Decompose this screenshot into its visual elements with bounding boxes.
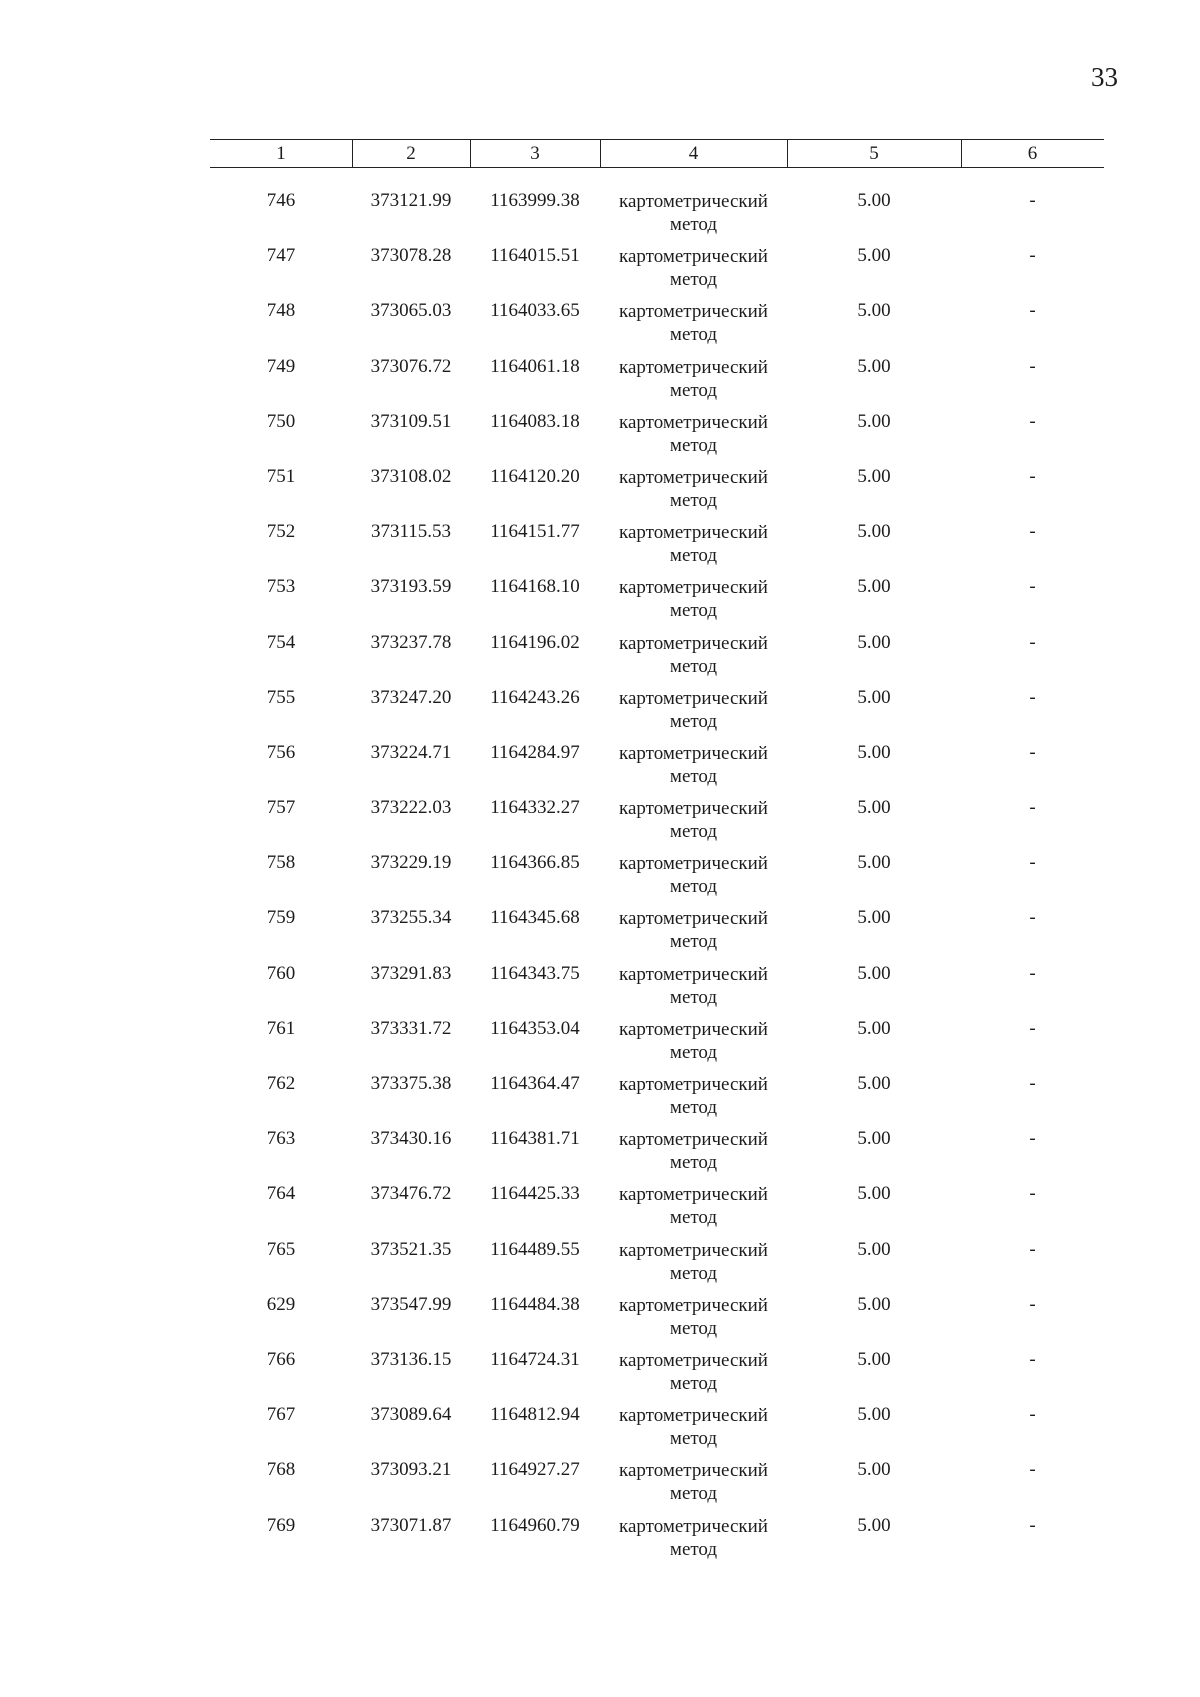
x-coordinate: 373247.20	[370, 686, 452, 708]
method-line-2: метод	[669, 1041, 718, 1063]
point-number: 755	[266, 686, 296, 708]
accuracy-value: 5.00	[857, 797, 891, 819]
y-coordinate: 1164364.47	[490, 1073, 580, 1094]
method-line-2: метод	[669, 434, 718, 456]
x-coordinate: 373547.99	[370, 1293, 452, 1315]
method-line-2: метод	[669, 600, 718, 622]
method-cell	[600, 1404, 787, 1450]
method-line-1: картометрический	[619, 522, 768, 544]
note-value: -	[1029, 797, 1036, 819]
accuracy-value: 5.00	[857, 907, 891, 929]
note-value: -	[1029, 1073, 1036, 1094]
method-line-2: метод	[669, 1097, 718, 1118]
y-coordinate: 1164033.65	[490, 300, 580, 322]
column-header-6: 6	[1027, 143, 1038, 164]
note-value: -	[1029, 852, 1036, 874]
x-coordinate: 373076.72	[370, 355, 452, 377]
method-line-2: метод	[669, 1483, 718, 1505]
method-cell	[600, 687, 787, 733]
method-cell	[600, 1294, 787, 1340]
column-header-4: 4	[688, 143, 699, 164]
method-cell	[600, 356, 787, 402]
note-value: -	[1029, 1183, 1036, 1205]
method-line-2: метод	[669, 324, 718, 346]
method-line-1: картометрический	[619, 246, 768, 268]
point-number: 766	[266, 1348, 296, 1370]
table-row	[0, 1349, 1200, 1404]
method-line-1: картометрический	[619, 191, 768, 212]
table-row	[0, 742, 1200, 797]
note-value: -	[1029, 741, 1036, 763]
y-coordinate: 1164812.94	[490, 1404, 580, 1426]
method-line-2: метод	[669, 655, 718, 677]
y-coordinate: 1164151.77	[490, 521, 580, 543]
accuracy-value: 5.00	[857, 852, 891, 874]
column-header-2: 2	[406, 143, 416, 164]
note-value: -	[1029, 907, 1036, 929]
note-value: -	[1029, 1017, 1036, 1039]
method-line-1: картометрический	[619, 1018, 768, 1040]
table-row	[0, 687, 1200, 742]
y-coordinate: 1164083.18	[490, 410, 580, 432]
x-coordinate: 373229.19	[370, 852, 452, 874]
table-row	[0, 1515, 1200, 1570]
point-number: 750	[266, 410, 296, 432]
accuracy-value: 5.00	[857, 355, 891, 377]
accuracy-value: 5.00	[857, 962, 891, 984]
point-number: 768	[266, 1459, 296, 1481]
y-coordinate: 1164381.71	[490, 1128, 580, 1150]
table-row	[0, 1239, 1200, 1294]
note-value: -	[1029, 576, 1036, 598]
y-coordinate: 1164284.97	[490, 741, 580, 763]
note-value: -	[1029, 465, 1036, 487]
y-coordinate: 1164484.38	[490, 1293, 580, 1315]
method-line-2: метод	[669, 1207, 718, 1229]
table-row	[0, 300, 1200, 355]
note-value: -	[1029, 1459, 1036, 1481]
table-row	[0, 411, 1200, 466]
x-coordinate: 373065.03	[370, 300, 452, 322]
table-row	[0, 576, 1200, 631]
point-number: 762	[266, 1073, 296, 1094]
accuracy-value: 5.00	[857, 1073, 891, 1094]
x-coordinate: 373476.72	[370, 1183, 452, 1205]
accuracy-value: 5.00	[857, 521, 891, 543]
method-cell	[600, 1515, 787, 1561]
point-number: 764	[266, 1183, 296, 1205]
x-coordinate: 373136.15	[370, 1348, 452, 1370]
table-row	[0, 852, 1200, 907]
accuracy-value: 5.00	[857, 686, 891, 708]
method-line-1: картометрический	[619, 742, 768, 764]
method-cell	[600, 521, 787, 567]
method-line-2: метод	[669, 1428, 718, 1450]
y-coordinate: 1164366.85	[490, 852, 580, 874]
method-line-2: метод	[669, 545, 718, 567]
point-number: 747	[266, 245, 296, 267]
point-number: 751	[266, 465, 296, 487]
x-coordinate: 373224.71	[370, 741, 452, 763]
method-cell	[600, 245, 787, 291]
page-number: 33	[1091, 62, 1118, 92]
method-line-1: картометрический	[619, 1074, 768, 1095]
table-row	[0, 797, 1200, 852]
point-number: 765	[266, 1238, 296, 1260]
method-cell	[600, 1349, 787, 1395]
method-line-2: метод	[669, 710, 718, 732]
note-value: -	[1029, 190, 1036, 211]
method-line-2: метод	[669, 214, 718, 235]
accuracy-value: 5.00	[857, 1128, 891, 1150]
point-number: 759	[266, 907, 296, 929]
method-cell	[600, 300, 787, 346]
method-line-2: метод	[669, 489, 718, 511]
note-value: -	[1029, 245, 1036, 267]
y-coordinate: 1164168.10	[490, 576, 580, 598]
table-row	[0, 1459, 1200, 1514]
accuracy-value: 5.00	[857, 300, 891, 322]
method-cell	[600, 632, 787, 678]
method-cell	[600, 1239, 787, 1285]
accuracy-value: 5.00	[857, 1238, 891, 1260]
point-number: 769	[266, 1514, 296, 1536]
x-coordinate: 373071.87	[370, 1514, 452, 1536]
method-line-1: картометрический	[619, 1515, 768, 1537]
method-cell	[600, 1459, 787, 1505]
method-line-1: картометрический	[619, 356, 768, 378]
y-coordinate: 1164343.75	[490, 962, 580, 984]
x-coordinate: 373255.34	[370, 907, 452, 929]
note-value: -	[1029, 355, 1036, 377]
x-coordinate: 373331.72	[370, 1017, 452, 1039]
accuracy-value: 5.00	[857, 1183, 891, 1205]
y-coordinate: 1164196.02	[490, 631, 580, 653]
table-row	[0, 1128, 1200, 1183]
x-coordinate: 373193.59	[370, 576, 452, 598]
accuracy-value: 5.00	[857, 1348, 891, 1370]
accuracy-value: 5.00	[857, 741, 891, 763]
method-line-2: метод	[669, 1538, 718, 1560]
method-line-2: метод	[669, 931, 718, 953]
table-row	[0, 963, 1200, 1018]
method-line-1: картометрический	[619, 577, 768, 599]
point-number: 760	[266, 962, 296, 984]
accuracy-value: 5.00	[857, 245, 891, 267]
point-number: 756	[266, 741, 296, 763]
column-header-5: 5	[869, 143, 879, 164]
column-header-3: 3	[530, 143, 540, 164]
table-row	[0, 1294, 1200, 1349]
note-value: -	[1029, 1128, 1036, 1150]
point-number: 761	[266, 1017, 296, 1039]
table-row	[0, 245, 1200, 300]
method-cell	[600, 411, 787, 457]
y-coordinate: 1164724.31	[490, 1348, 580, 1370]
method-line-1: картометрический	[619, 632, 768, 654]
accuracy-value: 5.00	[857, 1404, 891, 1426]
accuracy-value: 5.00	[857, 1514, 891, 1536]
accuracy-value: 5.00	[857, 410, 891, 432]
method-line-1: картометрический	[619, 1349, 768, 1371]
method-line-2: метод	[669, 269, 718, 291]
method-cell	[600, 466, 787, 512]
x-coordinate: 373291.83	[370, 962, 452, 984]
point-number: 767	[266, 1404, 296, 1426]
y-coordinate: 1164345.68	[490, 907, 580, 929]
method-line-1: картометрический	[619, 1239, 768, 1261]
method-line-1: картометрический	[619, 798, 768, 820]
column-header-1: 1	[276, 143, 286, 164]
note-value: -	[1029, 962, 1036, 984]
x-coordinate: 373108.02	[370, 465, 452, 487]
method-cell	[600, 852, 787, 898]
method-cell	[600, 963, 787, 1009]
note-value: -	[1029, 1404, 1036, 1426]
method-cell	[600, 1018, 787, 1064]
accuracy-value: 5.00	[857, 465, 891, 487]
accuracy-value: 5.00	[857, 576, 891, 598]
y-coordinate: 1164061.18	[490, 355, 580, 377]
y-coordinate: 1164960.79	[490, 1514, 580, 1536]
note-value: -	[1029, 1238, 1036, 1260]
method-cell	[600, 576, 787, 622]
method-line-2: метод	[669, 379, 718, 401]
method-line-1: картометрический	[619, 963, 768, 985]
y-coordinate: 1164489.55	[490, 1238, 580, 1260]
method-line-1: картометрический	[619, 1129, 768, 1151]
method-line-1: картометрический	[619, 908, 768, 930]
y-coordinate: 1164015.51	[490, 245, 580, 267]
method-cell	[600, 797, 787, 843]
accuracy-value: 5.00	[857, 1017, 891, 1039]
x-coordinate: 373375.38	[370, 1073, 452, 1094]
table-row	[0, 356, 1200, 411]
point-number: 763	[266, 1128, 296, 1150]
method-line-1: картометрический	[619, 1460, 768, 1482]
note-value: -	[1029, 1348, 1036, 1370]
x-coordinate: 373115.53	[370, 521, 452, 543]
x-coordinate: 373237.78	[370, 631, 452, 653]
y-coordinate: 1163999.38	[490, 190, 580, 211]
table-body	[0, 190, 1200, 1570]
note-value: -	[1029, 300, 1036, 322]
table-row	[0, 907, 1200, 962]
method-line-2: метод	[669, 1372, 718, 1394]
method-line-1: картометрический	[619, 466, 768, 488]
table-row	[0, 521, 1200, 576]
y-coordinate: 1164243.26	[490, 686, 580, 708]
accuracy-value: 5.00	[857, 1293, 891, 1315]
point-number: 746	[266, 190, 296, 211]
method-line-1: картометрический	[619, 853, 768, 875]
point-number: 629	[266, 1293, 296, 1315]
method-line-2: метод	[669, 821, 718, 843]
method-line-1: картометрический	[619, 1294, 768, 1316]
method-line-1: картометрический	[619, 1184, 768, 1206]
note-value: -	[1029, 1293, 1036, 1315]
note-value: -	[1029, 410, 1036, 432]
accuracy-value: 5.00	[857, 190, 891, 211]
point-number: 758	[266, 852, 296, 874]
point-number: 757	[266, 797, 296, 819]
x-coordinate: 373093.21	[370, 1459, 452, 1481]
table-row	[0, 1073, 1200, 1128]
note-value: -	[1029, 686, 1036, 708]
x-coordinate: 373121.99	[370, 190, 452, 211]
method-cell	[600, 1183, 787, 1229]
method-cell	[600, 1128, 787, 1174]
table-row	[0, 632, 1200, 687]
method-line-2: метод	[669, 1317, 718, 1339]
x-coordinate: 373089.64	[370, 1404, 452, 1426]
method-cell	[600, 907, 787, 953]
method-cell	[600, 742, 787, 788]
method-cell	[600, 1073, 787, 1119]
point-number: 753	[266, 576, 296, 598]
point-number: 748	[266, 300, 296, 322]
y-coordinate: 1164332.27	[490, 797, 580, 819]
method-line-2: метод	[669, 986, 718, 1008]
table-row	[0, 1183, 1200, 1238]
method-line-1: картометрический	[619, 411, 768, 433]
method-line-2: метод	[669, 1152, 718, 1174]
x-coordinate: 373078.28	[370, 245, 452, 267]
method-line-2: метод	[669, 765, 718, 787]
method-line-2: метод	[669, 1262, 718, 1284]
point-number: 749	[266, 355, 296, 377]
accuracy-value: 5.00	[857, 631, 891, 653]
y-coordinate: 1164927.27	[490, 1459, 580, 1481]
x-coordinate: 373109.51	[370, 410, 452, 432]
note-value: -	[1029, 631, 1036, 653]
method-line-2: метод	[669, 876, 718, 898]
note-value: -	[1029, 1514, 1036, 1536]
method-line-1: картометрический	[619, 301, 768, 323]
point-number: 752	[266, 521, 296, 543]
y-coordinate: 1164425.33	[490, 1183, 580, 1205]
table-row	[0, 1404, 1200, 1459]
method-line-1: картометрический	[619, 1405, 768, 1427]
method-line-1: картометрический	[619, 687, 768, 709]
x-coordinate: 373430.16	[370, 1128, 452, 1150]
x-coordinate: 373521.35	[370, 1238, 452, 1260]
accuracy-value: 5.00	[857, 1459, 891, 1481]
y-coordinate: 1164353.04	[490, 1017, 580, 1039]
table-row	[0, 466, 1200, 521]
table-row	[0, 190, 1200, 245]
method-cell	[600, 190, 787, 236]
table-header	[210, 139, 1104, 168]
y-coordinate: 1164120.20	[490, 465, 580, 487]
x-coordinate: 373222.03	[370, 797, 452, 819]
table-row	[0, 1018, 1200, 1073]
note-value: -	[1029, 521, 1036, 543]
point-number: 754	[266, 631, 296, 653]
